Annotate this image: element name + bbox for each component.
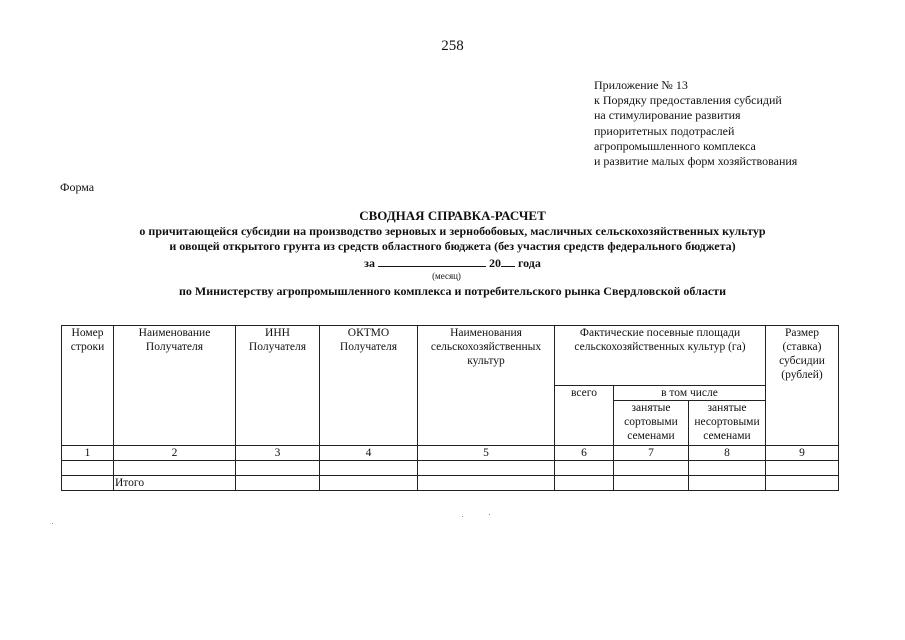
table-cell — [766, 461, 839, 476]
header-recipient-name: Наименование Получателя — [114, 326, 236, 446]
table-cell — [320, 476, 418, 491]
table-cell — [614, 461, 689, 476]
table-cell — [62, 461, 114, 476]
appendix-line: к Порядку предоставления субсидий — [594, 93, 782, 108]
column-number: 7 — [614, 446, 689, 461]
table-cell — [418, 461, 555, 476]
table-cell — [236, 461, 320, 476]
header-varietal-seeds: занятые сортовыми семенами — [614, 401, 689, 446]
header-nonvarietal-seeds: занятые несортовыми семенами — [689, 401, 766, 446]
column-number: 9 — [766, 446, 839, 461]
period-line — [0, 255, 905, 272]
appendix-line: и развитие малых форм хозяйствования — [594, 154, 798, 169]
page-number: 258 — [441, 38, 464, 54]
title-line: и овощей открытого грунта из средств областного бюджета (без участия средств федерального бюджета) — [169, 239, 736, 253]
scan-speck — [489, 514, 490, 515]
column-number: 4 — [320, 446, 418, 461]
period-suffix: года — [517, 255, 541, 270]
scan-speck — [52, 523, 53, 524]
total-label: Итого — [114, 476, 236, 491]
form-label: Форма — [60, 180, 95, 194]
table-cell — [555, 476, 614, 491]
appendix-block — [594, 78, 797, 169]
header-total: всего — [555, 386, 614, 446]
column-number: 8 — [689, 446, 766, 461]
year-blank — [501, 255, 515, 267]
month-blank — [378, 255, 486, 267]
period-prefix: за — [364, 255, 375, 270]
table-cell — [114, 461, 236, 476]
total-row — [62, 476, 839, 491]
table-cell — [689, 461, 766, 476]
appendix-line: агропромышленного комплекса — [594, 138, 756, 153]
appendix-line: на стимулирование развития — [594, 108, 741, 123]
header-row-number: Номер строки — [62, 326, 114, 446]
month-note: (месяц) — [432, 271, 461, 281]
title-line: о причитающейся субсидии на производство зерновых и зернобобовых, масличных сельскохозяйственных культур — [139, 223, 766, 238]
column-number: 5 — [418, 446, 555, 461]
table-cell — [236, 476, 320, 491]
table-cell — [614, 476, 689, 491]
appendix-line: Приложение № 13 — [594, 78, 688, 92]
header-inn: ИНН Получателя — [236, 326, 320, 446]
column-number: 6 — [555, 446, 614, 461]
ministry-line: по Министерству агропромышленного комплекса и потребительского рынка Свердловской области — [179, 284, 726, 298]
header-subsidy-rate: Размер (ставка) субсидии (рублей) — [766, 326, 839, 446]
document-title-block — [0, 208, 905, 300]
period-year: 20 — [488, 255, 501, 270]
scan-speck — [462, 516, 463, 517]
column-number: 2 — [114, 446, 236, 461]
table-cell — [62, 476, 114, 491]
table-row — [62, 461, 839, 476]
header-including: в том числе — [614, 386, 766, 401]
column-number: 3 — [236, 446, 320, 461]
column-number: 1 — [62, 446, 114, 461]
table-cell — [320, 461, 418, 476]
header-sown-area: Фактические посевные площади сельскохозяйственных культур (га) — [555, 326, 766, 386]
table-cell — [555, 461, 614, 476]
table-cell — [766, 476, 839, 491]
document-title: СВОДНАЯ СПРАВКА-РАСЧЕТ — [359, 208, 546, 223]
header-crops: Наименования сельскохозяйственных культур — [418, 326, 555, 446]
calculation-table — [61, 325, 839, 491]
table-cell — [418, 476, 555, 491]
header-oktmo: ОКТМО Получателя — [320, 326, 418, 446]
table-cell — [689, 476, 766, 491]
appendix-line: приоритетных подотраслей — [594, 123, 735, 138]
